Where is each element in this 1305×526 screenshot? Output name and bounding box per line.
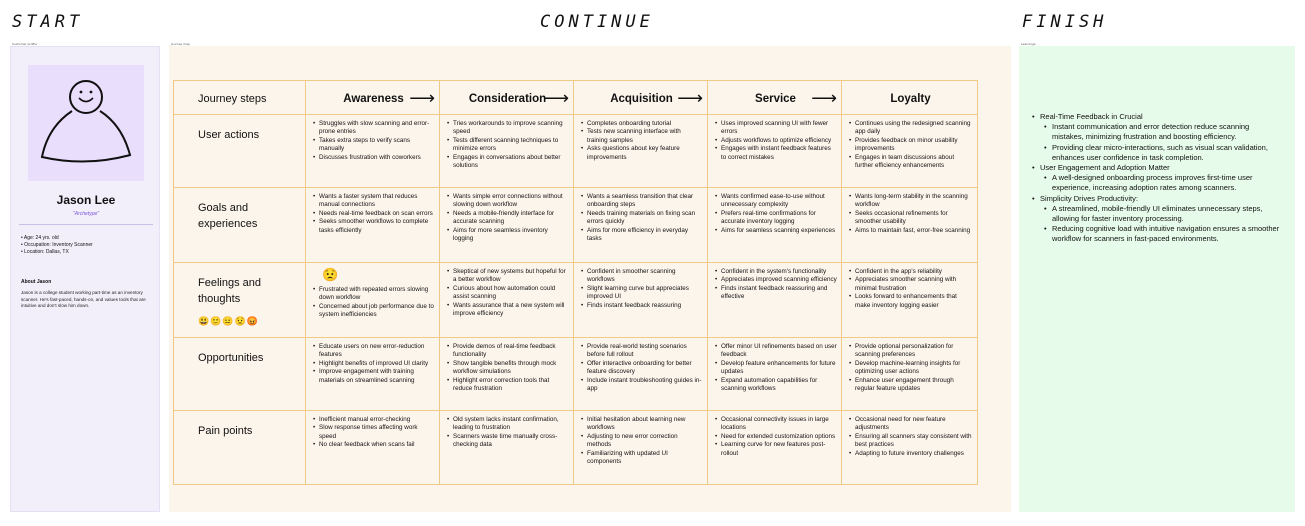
learning-subitem: • A well-designed onboarding process improves first-time user experience, increasing adoption rates among scanners.: [1052, 173, 1280, 193]
about-heading: About Jason: [21, 279, 52, 285]
journey-cell: [306, 188, 440, 263]
cell-bullet: • Engages in conversations about better solutions: [446, 154, 569, 171]
cell-bullet: • Slight learning curve but appreciates improved UI: [580, 285, 703, 302]
cell-bullet: • Uses improved scanning UI with fewer errors: [714, 120, 837, 137]
profile-facts: [21, 235, 93, 256]
cell-bullet: • Offer interactive onboarding for better feature discovery: [580, 360, 703, 377]
customer-profile-panel[interactable]: [10, 46, 160, 512]
cell-bullet: • Asks questions about key feature improvements: [580, 145, 703, 162]
stage-start-title: START: [12, 12, 84, 32]
learning-sublist: [1052, 204, 1280, 245]
journey-cell: [574, 338, 708, 411]
journey-row-opportunities: [174, 338, 978, 411]
cell-bullet: • Completes onboarding tutorial: [580, 120, 703, 128]
row-label-text: Goals and experiences: [198, 202, 258, 230]
journey-cell: [574, 188, 708, 263]
learning-item: [1040, 112, 1280, 163]
cell-bullet: • Concerned about job performance due to system inefficiencies: [312, 303, 435, 320]
fact-occupation: • Occupation: Inventory Scanner: [21, 242, 93, 249]
cell-bullet: • Skeptical of new systems but hopeful for a better workflow: [446, 268, 569, 285]
row-label-opportunities: [174, 338, 306, 411]
journey-cell: [708, 338, 842, 411]
cell-bullet: • Include instant troubleshooting guides in-app: [580, 377, 703, 394]
cell-bullet: • Initial hesitation about learning new workflows: [580, 416, 703, 433]
phase-loyalty: [842, 81, 978, 115]
cell-bullet: • Confident in smoother scanning workflows: [580, 268, 703, 285]
cell-bullet-list: [446, 268, 569, 318]
learnings-top-list: [1040, 112, 1280, 245]
cell-bullet-list: [312, 120, 435, 162]
cell-bullet: • Highlight error correction tools that reduce frustration: [446, 377, 569, 394]
cell-bullet: • Tests new scanning interface with training samples: [580, 128, 703, 145]
journey-cell: [574, 115, 708, 188]
arrow-right-icon: ⟶: [543, 88, 569, 108]
cell-bullet-list: [714, 343, 837, 393]
cell-bullet: • Need for extended customization options: [714, 433, 837, 441]
journey-header-row: [174, 81, 978, 115]
learning-subitem: • Providing clear micro-interactions, such as visual scan validation, enhances user confidence in task completion.: [1052, 143, 1280, 163]
journey-cell: [708, 188, 842, 263]
cell-bullet: • Slow response times affecting work speed: [312, 424, 435, 441]
cell-bullet: • Learning curve for new features post-rollout: [714, 441, 837, 458]
learning-subitem: • A streamlined, mobile-friendly UI eliminates unnecessary steps, allowing for faster inventory processing.: [1052, 204, 1280, 224]
cell-bullet: • Wants confirmed ease-to-use without unnecessary complexity: [714, 193, 837, 210]
phase-consideration: [440, 81, 574, 115]
cell-bullet: • Takes extra steps to verify scans manually: [312, 137, 435, 154]
cell-bullet-list: [446, 416, 569, 450]
cell-bullet-list: [580, 416, 703, 466]
journey-cell: [306, 115, 440, 188]
cell-bullet-list: [848, 343, 973, 393]
journey-cell: [440, 411, 574, 485]
cell-bullet-list: [848, 416, 973, 458]
cell-bullet: • Develop feature enhancements for future updates: [714, 360, 837, 377]
cell-bullet-list: [848, 120, 973, 170]
journey-row-pain-points: [174, 411, 978, 485]
cell-bullet: • Ensuring all scanners stay consistent with best practices: [848, 433, 973, 450]
fact-location: • Location: Dallas, TX: [21, 249, 93, 256]
tag-journey-map: Journey map: [171, 42, 190, 46]
cell-bullet: • Occasional connectivity issues in large locations: [714, 416, 837, 433]
tag-customer-profile: Customer profile: [12, 42, 38, 46]
cell-bullet-list: [580, 343, 703, 393]
cell-bullet: • Provide demos of real-time feedback functionality: [446, 343, 569, 360]
cell-bullet: • Inefficient manual error-checking: [312, 416, 435, 424]
tag-learnings: Learnings: [1021, 42, 1036, 46]
learning-heading: Real-Time Feedback in Crucial: [1040, 112, 1143, 121]
cell-bullet-list: [580, 268, 703, 310]
learnings-list: [1040, 112, 1280, 245]
learning-subitem: • Instant communication and error detection reduce scanning mistakes, minimizing frustration and boosting efficiency.: [1052, 122, 1280, 142]
journey-cell: [708, 115, 842, 188]
cell-bullet-list: [580, 120, 703, 162]
cell-bullet: • Provide real-world testing scenarios before full rollout: [580, 343, 703, 360]
cell-bullet: • Adjusting to new error correction methods: [580, 433, 703, 450]
cell-bullet-list: [848, 268, 973, 310]
row-label-user-actions: [174, 115, 306, 188]
cell-bullet-list: [312, 343, 435, 385]
cell-bullet: • Discusses frustration with coworkers: [312, 154, 435, 162]
cell-bullet: • Wants simple error connections without slowing down workflow: [446, 193, 569, 210]
cell-bullet: • No clear feedback when scans fail: [312, 441, 435, 449]
journey-cell: [842, 115, 978, 188]
cell-bullet-list: [714, 120, 837, 162]
cell-bullet: • Frustrated with repeated errors slowing down workflow: [312, 286, 435, 303]
journey-cell: [842, 411, 978, 485]
fact-age: • Age: 24 yrs. old: [21, 235, 93, 242]
cell-bullet-list: [446, 343, 569, 393]
arrow-right-icon: ⟶: [409, 88, 435, 108]
cell-bullet: • Confident in the system's functionality: [714, 268, 837, 276]
cell-bullet: • Curious about how automation could assist scanning: [446, 285, 569, 302]
learning-sublist: [1052, 173, 1280, 193]
cell-bullet: • Looks forward to enhancements that make inventory logging easier: [848, 293, 973, 310]
cell-bullet: • Educate users on new error-reduction features: [312, 343, 435, 360]
cell-bullet: • Occasional need for new feature adjustments: [848, 416, 973, 433]
cell-bullet: • Enhance user engagement through regular feature updates: [848, 377, 973, 394]
row-label-pain-points: [174, 411, 306, 485]
cell-bullet: • Engages in team discussions about further efficiency enhancements: [848, 154, 973, 171]
phase-label: Service: [755, 93, 796, 105]
emotion-scale-icon: 😃🙂😐😟😡: [198, 316, 260, 326]
cell-bullet: • Old system lacks instant confirmation, leading to frustration: [446, 416, 569, 433]
journey-cell: [306, 338, 440, 411]
cell-bullet: • Seeks smoother workflows to complete tasks efficiently: [312, 218, 435, 235]
stage-finish-title: FINISH: [1022, 12, 1108, 32]
cell-bullet: • Appreciates improved scanning efficiency: [714, 276, 837, 284]
avatar: [28, 65, 144, 181]
phase-service: [708, 81, 842, 115]
journey-cell: [842, 188, 978, 263]
journey-row-feelings-thoughts: [174, 263, 978, 338]
cell-bullet: • Show tangible benefits through mock workflow simulations: [446, 360, 569, 377]
profile-name: Jason Lee: [56, 193, 116, 207]
cell-bullet: • Adjusts workflows to optimize efficiency: [714, 137, 837, 145]
cell-bullet-list: [714, 268, 837, 302]
phase-label: Loyalty: [890, 93, 931, 105]
journey-steps-label: Journey steps: [174, 81, 306, 115]
cell-bullet: • Improve engagement with training materials on streamlined scanning: [312, 368, 435, 385]
cell-bullet: • Struggles with slow scanning and error-prone entries: [312, 120, 435, 137]
arrow-right-icon: ⟶: [811, 88, 837, 108]
cell-bullet: • Scanners waste time manually cross-checking data: [446, 433, 569, 450]
cell-bullet: • Wants long-term stability in the scanning workflow: [848, 193, 973, 210]
cell-bullet: • Continues using the redesigned scanning app daily: [848, 120, 973, 137]
journey-cell: [306, 411, 440, 485]
cell-bullet-list: [446, 120, 569, 170]
cell-bullet: • Aims for seamless scanning experiences: [714, 227, 837, 235]
learning-heading: User Engagement and Adoption Matter: [1040, 163, 1170, 173]
cell-bullet: • Aims for more efficiency in everyday tasks: [580, 227, 703, 244]
journey-cell: [440, 263, 574, 338]
phase-label: Awareness: [343, 93, 404, 105]
phase-label: Consideration: [468, 93, 547, 105]
cell-bullet: • Highlight benefits of improved UI clarity: [312, 360, 435, 368]
cell-bullet: • Finds instant feedback reassuring: [580, 302, 703, 310]
stage-continue-title: CONTINUE: [540, 12, 654, 32]
cell-bullet-list: [580, 193, 703, 243]
cell-bullet-list: [312, 416, 435, 450]
cell-bullet: • Engages with instant feedback features to correct mistakes: [714, 145, 837, 162]
cell-bullet: • Wants assurance that a new system will improve efficiency: [446, 302, 569, 319]
journey-cell: [842, 338, 978, 411]
cell-bullet: • Expand automation capabilities for scanning workflows: [714, 377, 837, 394]
row-label-text: Feelings and thoughts: [198, 277, 261, 305]
cell-bullet: • Tries workarounds to improve scanning speed: [446, 120, 569, 137]
journey-cell: [574, 263, 708, 338]
cell-bullet-list: [714, 416, 837, 458]
cell-bullet: • Needs training materials on fixing scan errors quickly: [580, 210, 703, 227]
cell-bullet-list: [312, 286, 435, 320]
cell-bullet: • Wants a seamless transition that clear onboarding steps: [580, 193, 703, 210]
learning-item: [1040, 163, 1280, 194]
cell-bullet: • Tests different scanning techniques to minimize errors: [446, 137, 569, 154]
phase-acquisition: [574, 81, 708, 115]
cell-bullet: • Prefers real-time confirmations for accurate inventory logging: [714, 210, 837, 227]
journey-table: [173, 80, 978, 485]
cell-bullet: • Provides feedback on minor usability improvements: [848, 137, 973, 154]
learning-heading: Simplicity Drives Productivity:: [1040, 193, 1138, 203]
cell-bullet-list: [848, 193, 973, 235]
journey-cell: [306, 263, 440, 338]
person-sketch-icon: [28, 65, 144, 181]
learning-sublist: [1052, 122, 1280, 163]
journey-cell: [440, 188, 574, 263]
journey-cell: [440, 115, 574, 188]
journey-cell: [842, 263, 978, 338]
row-label-feelings-thoughts: [174, 263, 306, 338]
cell-bullet: • Needs real-time feedback on scan errors: [312, 210, 435, 218]
row-label-text: User actions: [198, 129, 260, 141]
journey-cell: [440, 338, 574, 411]
profile-divider: [19, 224, 153, 225]
cell-bullet: • Familiarizing with updated UI components: [580, 450, 703, 467]
cell-bullet: • Wants a faster system that reduces manual connections: [312, 193, 435, 210]
phase-label: Acquisition: [610, 93, 673, 105]
journey-cell: [574, 411, 708, 485]
cell-bullet: • Seeks occasional refinements for smoother usability: [848, 210, 973, 227]
row-label-text: Opportunities: [198, 352, 264, 364]
cell-bullet: • Confident in the app's reliability: [848, 268, 973, 276]
arrow-right-icon: ⟶: [677, 88, 703, 108]
cell-bullet: • Adapting to future inventory challenges: [848, 450, 973, 458]
cell-bullet: • Aims to maintain fast, error-free scanning: [848, 227, 973, 235]
cell-bullet: • Offer minor UI refinements based on user feedback: [714, 343, 837, 360]
row-label-text: Pain points: [198, 425, 253, 437]
journey-row-goals-experiences: [174, 188, 978, 263]
about-text: Jason is a college student working part-time as an inventory scanner. He's fast-paced, hands-on, and values tools that are intuitive and don't slow him down.: [21, 290, 146, 308]
cell-bullet: • Needs a mobile-friendly interface for accurate scanning: [446, 210, 569, 227]
cell-bullet: • Provide optional personalization for scanning preferences: [848, 343, 973, 360]
learning-item: [1040, 194, 1280, 245]
phase-awareness: [306, 81, 440, 115]
learning-subitem: • Reducing cognitive load with intuitive navigation ensures a smoother workflow for scanners in fast-paced environments.: [1052, 224, 1280, 244]
row-label-goals-experiences: [174, 188, 306, 263]
cell-bullet-list: [714, 193, 837, 235]
cell-bullet-list: [312, 193, 435, 235]
profile-archetype: "Archetype": [72, 211, 100, 217]
cell-bullet: • Aims for more seamless inventory logging: [446, 227, 569, 244]
journey-cell: [708, 411, 842, 485]
cell-bullet: • Finds instant feedback reassuring and effective: [714, 285, 837, 302]
cell-bullet: • Develop machine-learning insights for optimizing user actions: [848, 360, 973, 377]
worried-face-icon: 😟: [322, 267, 339, 282]
journey-cell: [708, 263, 842, 338]
cell-bullet-list: [446, 193, 569, 243]
journey-row-user-actions: [174, 115, 978, 188]
cell-bullet: • Appreciates smoother scanning with minimal frustration: [848, 276, 973, 293]
